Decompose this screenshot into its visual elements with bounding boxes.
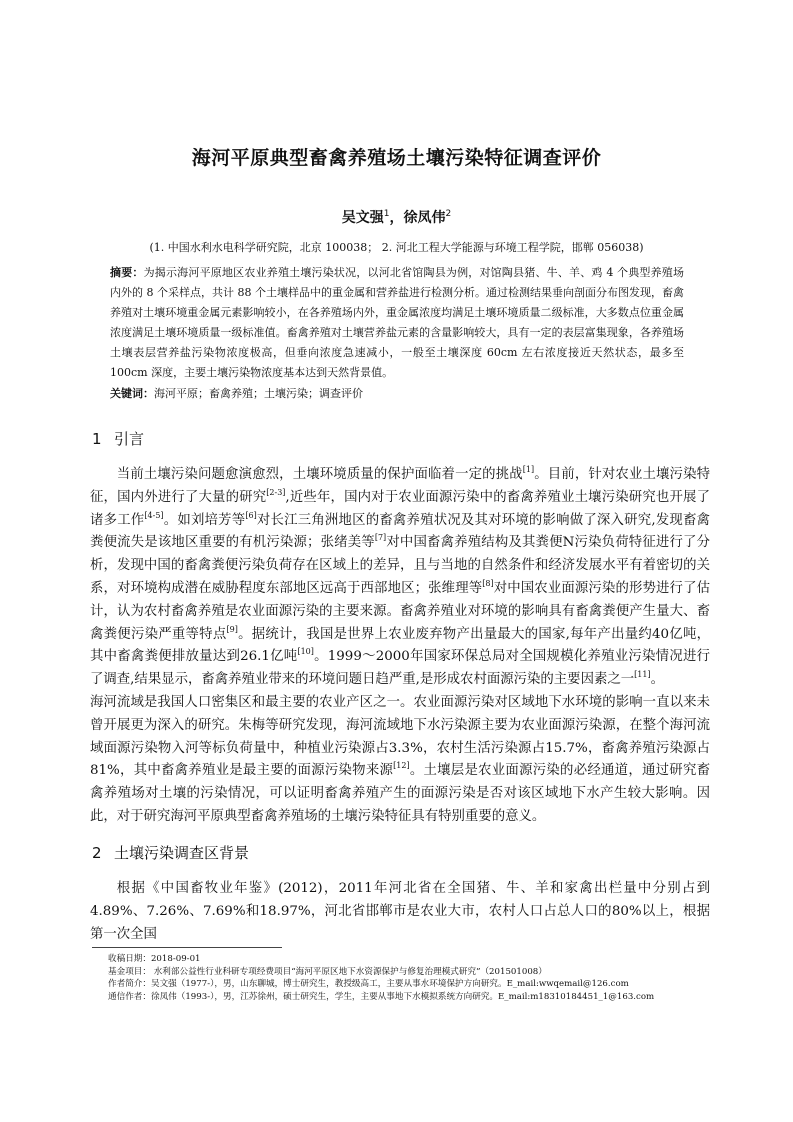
citation: [11]: [634, 670, 651, 680]
abstract: [110, 263, 684, 383]
affiliations: (1. 中国水利水电科学研究院，北京 100038； 2. 河北工程大学能源与环境工程学院，邯郸 056038): [149, 241, 644, 254]
citation: [8]: [482, 578, 494, 588]
footnote-divider: [92, 947, 282, 948]
section-title: 土壤污染调查区背景: [114, 844, 250, 862]
citation: [6]: [245, 510, 257, 520]
citation: [12]: [393, 761, 410, 771]
citation: [7]: [374, 533, 387, 543]
section-title: 引言: [114, 430, 145, 448]
keywords: [110, 384, 684, 404]
footnote-author: 作者简介：吴文强（1977-），男，山东聊城，博士研究生，教授级高工，主要从事水环境保护方向研究。E_mail:wwqemail@126.com: [108, 979, 629, 990]
author-line: [80, 207, 713, 227]
footnote-fund: 基金项目： 水利部公益性行业科研专项经费项目“海河平原区地下水资源保护与修复治理模式研究”（201501008）: [108, 966, 547, 977]
keywords-label: 关键词：: [110, 387, 154, 400]
affiliation-mark: 2: [445, 209, 452, 219]
abstract-text: 为揭示海河平原地区农业养殖土壤污染状况，以河北省馆陶县为例，对馆陶县猪、牛、羊、鸡 4 个典型养殖场内外的 8 个采样点，共计 88 个土壤样品中的重金属和营养盐进行检测分析。通过检测结果垂向剖面分布图发现，畜禽养殖对土壤环境重金属元素影响较小，在各养殖场内外，重金属浓度均满足土壤环境质量二级标准，大多数点位重金属浓度满足土壤环境质量一级标准值。畜禽养殖对土壤营养盐元素的含量影响较大，具有一定的表层富集现象，各养殖场土壤表层营养盐污染物浓度极高，但垂向浓度急速减小，一般至土壤深度 60cm 左右浓度接近天然状态，最多至 100cm 深度，主要土壤污染物浓度基本达到天然背景值。: [110, 266, 684, 379]
citation: [9]: [226, 624, 238, 634]
author-name: 吴文强: [341, 210, 384, 226]
paper-title: 海河平原典型畜禽养殖场土壤污染特征调查评价: [191, 147, 602, 169]
footnotes: [108, 953, 718, 1003]
intro-paragraph-2: 海河流域是我国人口密集区和最主要的农业产区之一。农业面源污染对区域地下水环境的影响一直以来未曾开展更为深入的研究。朱梅等研究发现，海河流域地下水污染源主要为农业面源污染源，在整个海河流域面源污染物入河等标负荷量中，种植业污染源占3.3%，农村生活污染源占15.7%，畜禽养殖污染源占81%，其中畜禽养殖业是最主要的面源污染物来源[12]。土壤层是农业面源污染的必经通道，通过研究畜禽养殖场对土壤的污染情况，可以证明畜禽养殖产生的面源污染是否对该区域地下水产生较大影响。因此，对于研究海河平原典型畜禽养殖场的土壤污染特征具有特别重要的意义。: [90, 695, 711, 824]
section-heading-background: [92, 842, 249, 863]
section-number: 1: [92, 430, 102, 448]
intro-paragraph-1: 当前土壤污染问题愈演愈烈，土壤环境质量的保护面临着一定的挑战[1]。目前，针对农业土壤污染特征，国内外进行了大量的研究[2-3],近些年，国内对于农业面源污染中的畜禽养殖业土壤污染研究也开展了诸多工作[4-5]。如刘培芳等[6]对长江三角洲地区的畜禽养殖状况及其对环境的影响做了深入研究,发现畜禽粪便流失是该地区重要的有机污染源；张绪美等[7]对中国畜禽养殖结构及其粪便N污染负荷特征进行了分析，发现中国的畜禽粪便污染负荷存在区域上的差异，且与当地的自然条件和经济发展水平有着密切的关系，对环境构成潜在威胁程度东部地区远高于西部地区；张维理等[8]对中国农业面源污染的形势进行了估计，认为农村畜禽养殖是农业面源污染的主要来源。畜禽养殖业对环境的影响具有畜禽粪便产生量大、畜禽粪便污染严重等特点[9]。据统计，我国是世界上农业废弃物产出量最大的国家,每年产出量约40亿吨，其中畜禽粪便排放量达到26.1亿吨[10]。1999～2000年国家环保总局对全国规模化养殖业污染情况进行了调查,结果显示，畜禽养殖业带来的环境问题日趋严重,是形成农村面源污染的主要因素之一[11]。: [90, 465, 711, 688]
citation: [2-3]: [266, 487, 286, 497]
footnote-corresponding: 通信作者：徐凤伟（1993-），男，江苏徐州，硕士研究生，学生，主要从事地下水模拟系统方向研究。E_mail:m18310184451_1@163.com: [108, 991, 655, 1002]
abstract-label: 摘要：: [110, 266, 144, 279]
background-paragraph: 根据《中国畜牧业年鉴》(2012)，2011年河北省在全国猪、牛、羊和家禽出栏量中分别占到4.89%、7.26%、7.69%和18.97%，河北省邯郸市是农业大市，农村人口占总人口的80%以上，根据第一次全国: [90, 881, 710, 942]
citation: [1]: [522, 465, 535, 474]
affiliation-mark: 1: [383, 209, 390, 219]
author-name: 徐凤伟: [403, 210, 446, 226]
footnote-received: 收稿日期：2018-09-01: [108, 954, 201, 964]
section-heading-introduction: [92, 428, 144, 449]
section-number: 2: [92, 844, 102, 862]
keywords-text: 海河平原；畜禽养殖；土壤污染；调查评价: [154, 387, 363, 400]
citation: [10]: [297, 647, 314, 657]
citation: [4-5]: [144, 510, 164, 520]
author-separator: ，: [389, 210, 404, 226]
